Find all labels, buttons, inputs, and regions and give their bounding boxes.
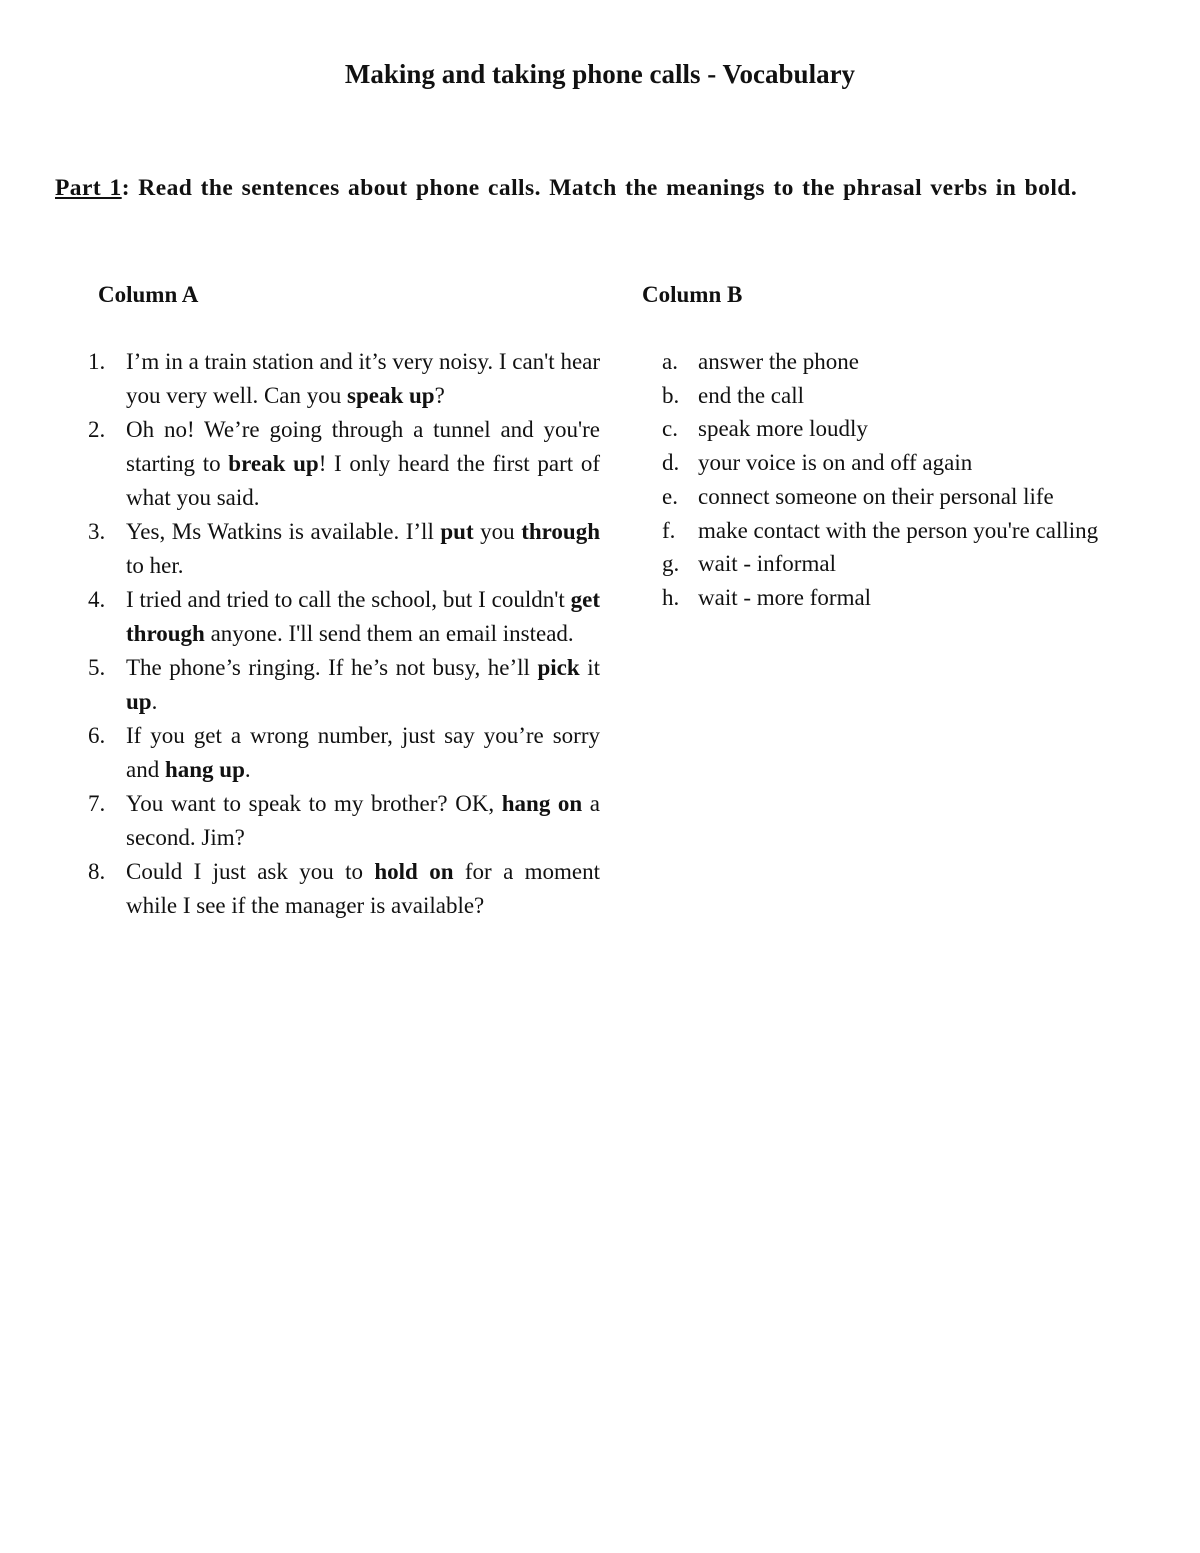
- part-label-colon: :: [121, 175, 130, 201]
- item-number: 6.: [88, 723, 106, 748]
- column-b-item: [660, 514, 1160, 548]
- column-a-item: [84, 413, 600, 515]
- item-letter: h.: [662, 584, 680, 610]
- phrasal-verb: put: [440, 519, 474, 544]
- instructions-text: Read the sentences about phone calls. Match the meanings to the phrasal verbs in bold.: [129, 175, 1078, 201]
- sentence-text: you: [473, 519, 522, 544]
- sentence-text: You want to speak to my brother? OK,: [126, 791, 502, 816]
- phrasal-verb: break up: [228, 451, 319, 476]
- item-letter: b.: [662, 382, 680, 408]
- part-1-instructions: [55, 170, 1143, 207]
- column-a-item: [84, 719, 600, 787]
- item-number: 2.: [88, 417, 106, 442]
- meaning-text: wait - more formal: [698, 584, 872, 610]
- item-letter: c.: [662, 416, 678, 442]
- column-a-heading: Column A: [98, 282, 199, 307]
- item-letter: g.: [662, 551, 680, 577]
- item-number: 3.: [88, 519, 106, 544]
- sentence-text: a second. Jim?: [126, 791, 600, 850]
- item-letter: f.: [662, 517, 676, 543]
- sentence-text: Oh no! We’re going through a tunnel and you're starting to: [126, 417, 600, 476]
- column-a-item: [84, 855, 600, 923]
- sentence-text: it: [579, 655, 600, 680]
- column-a-list: [84, 345, 600, 923]
- column-a-item: [84, 583, 600, 651]
- column-b-heading: Column B: [642, 282, 743, 307]
- phrasal-verb: up: [126, 689, 152, 714]
- meaning-text: end the call: [698, 382, 805, 408]
- sentence-text: .: [244, 757, 251, 782]
- item-number: 4.: [88, 587, 106, 612]
- sentence-text: for a moment while I see if the manager is available?: [126, 859, 601, 918]
- sentence-text: Yes, Ms Watkins is available. I’ll: [126, 519, 441, 544]
- phrasal-verb: get through: [126, 587, 600, 646]
- item-number: 1.: [88, 349, 106, 374]
- sentence-text: I tried and tried to call the school, but I couldn't: [126, 587, 571, 612]
- item-letter: a.: [662, 349, 678, 374]
- sentence-text: I’m in a train station and it’s very noisy. I can't hear you very well. Can you: [126, 349, 601, 408]
- part-label: Part 1: [55, 175, 122, 201]
- phrasal-verb: hang up: [164, 757, 245, 782]
- phrasal-verb: speak up: [347, 383, 435, 408]
- meaning-text: make contact with the person you're calling: [698, 517, 1099, 543]
- column-b-item: [660, 379, 1160, 413]
- phrasal-verb: hold on: [374, 859, 454, 884]
- column-a-item: [84, 515, 600, 583]
- column-b-item: [660, 547, 1160, 581]
- item-number: 8.: [88, 859, 106, 884]
- item-letter: e.: [662, 483, 678, 509]
- column-a-item: [84, 345, 600, 413]
- phrasal-verb: pick: [537, 655, 580, 680]
- sentence-text: If you get a wrong number, just say you’re sorry and: [126, 723, 600, 782]
- sentence-text: .: [151, 689, 158, 714]
- column-b-item: [660, 345, 1160, 379]
- sentence-text: to her.: [126, 553, 184, 578]
- page-title: Making and taking phone calls - Vocabulary: [344, 59, 856, 89]
- sentence-text: ?: [434, 383, 445, 408]
- meaning-text: connect someone on their personal life: [698, 483, 1054, 509]
- item-number: 5.: [88, 655, 106, 680]
- phrasal-verb: through: [521, 519, 601, 544]
- column-b-item: [660, 581, 1160, 615]
- sentence-text: ! I only heard the first part of what you said.: [126, 451, 600, 510]
- column-b-list: [660, 345, 1160, 615]
- sentence-text: Could I just ask you to: [126, 859, 375, 884]
- column-b-item: [660, 412, 1160, 446]
- sentence-text: anyone. I'll send them an email instead.: [204, 621, 574, 646]
- column-b-item: [660, 446, 1160, 480]
- meaning-text: speak more loudly: [698, 416, 868, 442]
- meaning-text: wait - informal: [698, 551, 836, 577]
- column-a-item: [84, 787, 600, 855]
- item-letter: d.: [662, 450, 680, 476]
- meaning-text: answer the phone: [698, 349, 859, 374]
- column-b-item: [660, 480, 1160, 514]
- phrasal-verb: hang on: [501, 791, 583, 816]
- column-a-item: [84, 651, 600, 719]
- item-number: 7.: [88, 791, 106, 816]
- sentence-text: The phone’s ringing. If he’s not busy, he’ll: [126, 655, 538, 680]
- meaning-text: your voice is on and off again: [698, 450, 973, 476]
